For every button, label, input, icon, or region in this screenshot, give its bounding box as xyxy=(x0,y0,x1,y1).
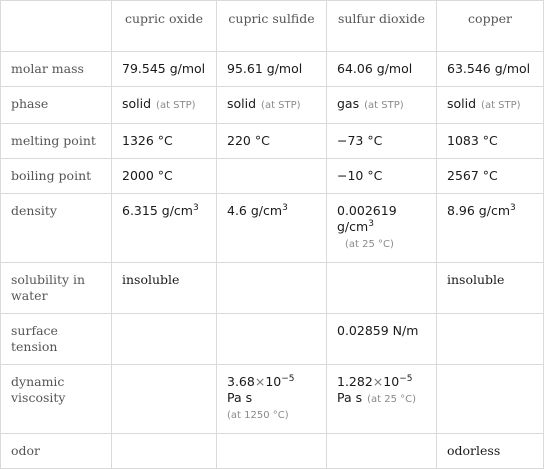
row-solubility xyxy=(1,263,544,314)
exponent: −5 xyxy=(281,373,295,384)
row-label: boiling point xyxy=(1,159,112,194)
cell-value: 95.61 g/mol xyxy=(217,52,327,87)
row-dynamic-viscosity xyxy=(1,365,544,434)
cell-value: 79.545 g/mol xyxy=(112,52,217,87)
cell-value: −73 °C xyxy=(327,124,437,159)
cell-value: −10 °C xyxy=(327,159,437,194)
cell-value: 2000 °C xyxy=(112,159,217,194)
density-value: 6.315 g/cm xyxy=(122,203,193,218)
cell-value xyxy=(437,194,544,263)
cell-value: insoluble xyxy=(437,263,544,314)
cell-value xyxy=(327,87,437,124)
cell-value xyxy=(112,434,217,469)
cell-value xyxy=(217,87,327,124)
row-molar-mass xyxy=(1,52,544,87)
row-label: density xyxy=(1,194,112,263)
row-label: phase xyxy=(1,87,112,124)
cell-value xyxy=(112,314,217,365)
cell-value xyxy=(217,314,327,365)
cell-value xyxy=(217,159,327,194)
row-melting-point xyxy=(1,124,544,159)
header-corner xyxy=(1,1,112,52)
condition-note: (at STP) xyxy=(481,100,521,111)
cell-value xyxy=(112,87,217,124)
row-label: dynamic viscosity xyxy=(1,365,112,434)
cell-value: odorless xyxy=(437,434,544,469)
phase-value: solid xyxy=(122,96,152,111)
cell-value xyxy=(437,365,544,434)
header-row xyxy=(1,1,544,52)
row-label: solubility in water xyxy=(1,263,112,314)
cell-value xyxy=(327,434,437,469)
condition-note: (at STP) xyxy=(156,100,196,111)
cell-value xyxy=(217,263,327,314)
cell-value xyxy=(437,314,544,365)
exponent: 3 xyxy=(192,202,199,213)
viscosity-mantissa: 1.282 xyxy=(337,374,373,389)
density-value: 4.6 g/cm xyxy=(227,203,283,218)
cell-value xyxy=(112,365,217,434)
viscosity-unit: Pa s xyxy=(227,390,253,405)
column-header-cupric-oxide: cupric oxide xyxy=(112,1,217,52)
cell-value xyxy=(112,194,217,263)
condition-note: (at STP) xyxy=(364,100,404,111)
column-header-sulfur-dioxide: sulfur dioxide xyxy=(327,1,437,52)
column-header-copper: copper xyxy=(437,1,544,52)
cell-value: 2567 °C xyxy=(437,159,544,194)
times-sign: × xyxy=(372,374,384,389)
condition-note: (at STP) xyxy=(261,100,301,111)
row-label: odor xyxy=(1,434,112,469)
cell-value xyxy=(217,434,327,469)
row-boiling-point xyxy=(1,159,544,194)
exponent: 3 xyxy=(282,202,288,213)
density-unit: g/cm xyxy=(337,219,369,234)
density-value: 8.96 g/cm xyxy=(447,203,511,218)
density-value: 0.002619 xyxy=(337,203,397,218)
cell-value xyxy=(217,365,327,434)
exponent: −5 xyxy=(399,373,413,384)
row-density xyxy=(1,194,544,263)
cell-value: 1326 °C xyxy=(112,124,217,159)
cell-value: 63.546 g/mol xyxy=(437,52,544,87)
phase-value: solid xyxy=(227,96,257,111)
cell-value: 64.06 g/mol xyxy=(327,52,437,87)
row-label: surface tension xyxy=(1,314,112,365)
row-label: molar mass xyxy=(1,52,112,87)
cell-value: 1083 °C xyxy=(437,124,544,159)
cell-value: insoluble xyxy=(112,263,217,314)
phase-value: gas xyxy=(337,96,360,111)
viscosity-base: 10 xyxy=(265,374,282,389)
times-sign: × xyxy=(254,374,266,389)
cell-value xyxy=(327,365,437,434)
cell-value xyxy=(327,263,437,314)
exponent: 3 xyxy=(368,218,374,229)
row-surface-tension xyxy=(1,314,544,365)
row-phase xyxy=(1,87,544,124)
cell-value: 0.02859 N/m xyxy=(327,314,437,365)
viscosity-mantissa: 3.68 xyxy=(227,374,255,389)
cell-value xyxy=(437,87,544,124)
phase-value: solid xyxy=(447,96,477,111)
cell-value xyxy=(217,194,327,263)
viscosity-unit: Pa s xyxy=(337,390,363,405)
condition-note: (at 1250 °C) xyxy=(227,410,289,421)
viscosity-base: 10 xyxy=(383,374,400,389)
cell-value: 220 °C xyxy=(217,124,327,159)
cell-value xyxy=(327,194,437,263)
column-header-cupric-sulfide: cupric sulfide xyxy=(217,1,327,52)
row-label: melting point xyxy=(1,124,112,159)
condition-note: (at 25 °C) xyxy=(345,239,394,250)
condition-note: (at 25 °C) xyxy=(367,394,417,405)
exponent: 3 xyxy=(510,202,516,213)
row-odor xyxy=(1,434,544,469)
